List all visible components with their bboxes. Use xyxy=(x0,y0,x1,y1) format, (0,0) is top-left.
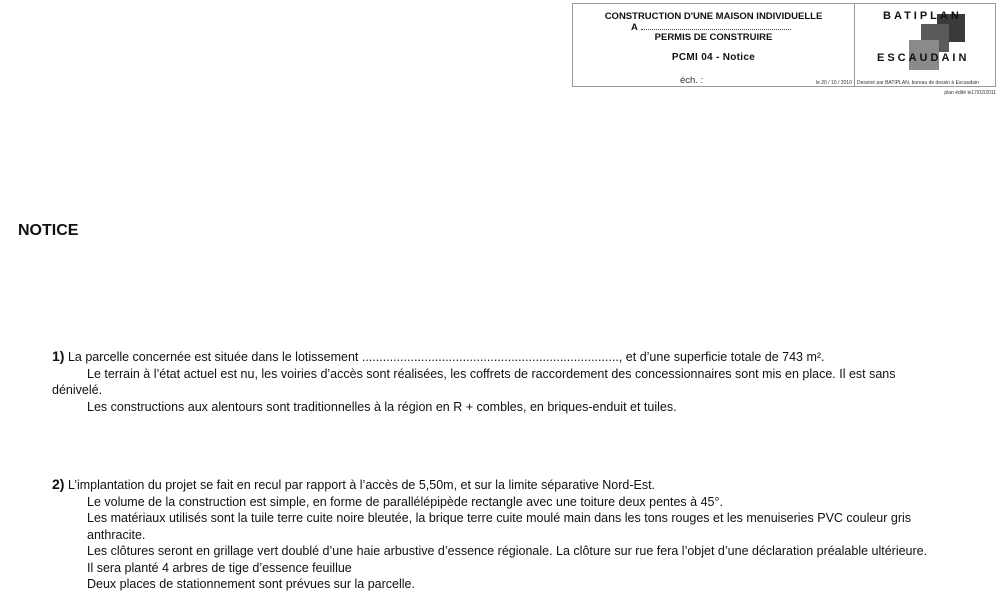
document-reference: PCMI 04 - Notice xyxy=(671,52,756,63)
permit-type: PERMIS DE CONSTRUIRE xyxy=(654,32,773,43)
section-2-line-7: Deux places de stationnement sont prévues sur la parcelle. xyxy=(87,577,415,591)
section-2-text-1: L’implantation du projet se fait en recul par rapport à l’accès de 5,50m, et sur la limite séparative Nord-Est. xyxy=(67,478,656,492)
drawing-date: le 20 / 10 / 2010 xyxy=(816,80,852,86)
logo-word-bottom: ESCAUDAIN xyxy=(877,52,970,64)
section-1-line-2: Le terrain à l’état actuel est nu, les voiries d’accès sont réalisées, les coffrets de raccordement des concessionnaires sont mis en place. Il est sans xyxy=(87,366,896,381)
section-1-number: 1) xyxy=(52,348,65,364)
section-1-line-4: Les constructions aux alentours sont traditionnelles à la région en R + combles, en briques-enduit et tuiles. xyxy=(87,399,677,414)
title-block-logo-area xyxy=(855,4,995,86)
notice-section-2 xyxy=(52,476,927,593)
section-2-number: 2) xyxy=(52,476,65,492)
project-title: CONSTRUCTION D'UNE MAISON INDIVIDUELLE xyxy=(604,11,823,22)
section-2-line-4: anthracite. xyxy=(87,527,146,542)
section-1-line-3: dénivelé. xyxy=(52,383,103,397)
designer-note: Dessiné par BATIPLAN, bureau de dessin à Escaudain xyxy=(857,80,979,86)
scale-label: éch. : xyxy=(680,75,704,86)
section-2-line-6: Il sera planté 4 arbres de tige d’essence feuillue xyxy=(87,560,352,575)
edition-date: plan édité le17/02/2011 xyxy=(944,90,996,96)
title-block xyxy=(572,3,996,87)
batiplan-logo xyxy=(855,4,995,79)
section-1-text-1: La parcelle concernée est située dans le lotissement .........................................................................., et d’une superficie totale de 743 m². xyxy=(67,350,825,364)
page-title: NOTICE xyxy=(18,222,79,239)
logo-word-top: BATIPLAN xyxy=(883,10,962,22)
title-block-info xyxy=(573,4,855,86)
section-2-line-1 xyxy=(52,476,927,494)
section-2-line-5: Les clôtures seront en grillage vert doublé d’une haie arbustive d’essence régionale. La clôture sur rue fera l’objet d’une déclaration préalable ultérieure. xyxy=(87,544,928,558)
location-prefix: A xyxy=(631,22,638,33)
section-2-line-2: Le volume de la construction est simple, en forme de parallélépipède rectangle avec une toiture deux pentes à 45°. xyxy=(87,494,723,509)
notice-section-1 xyxy=(52,348,896,415)
location-dotted-field xyxy=(641,23,791,30)
section-2-line-3: Les matériaux utilisés sont la tuile terre cuite noire bleutée, la brique terre cuite moulé main dans les tons rouges et les menuiseries PVC couleur gris xyxy=(87,511,912,525)
section-1-line-1 xyxy=(52,348,896,366)
